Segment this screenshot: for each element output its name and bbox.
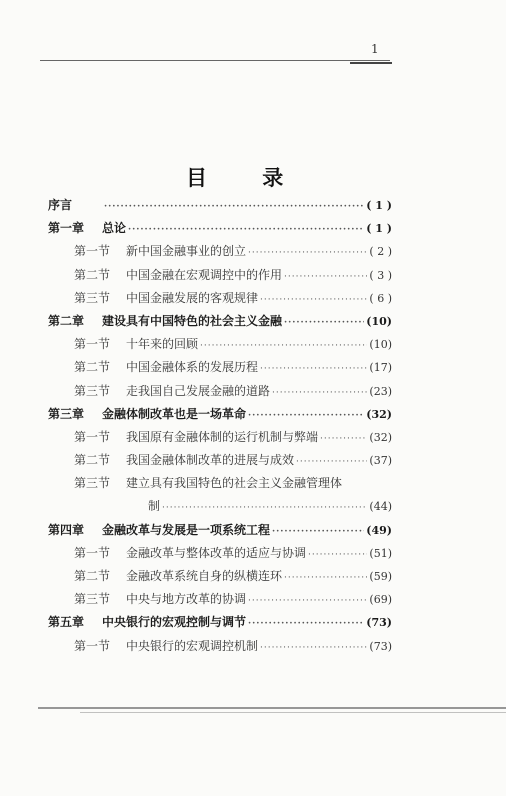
toc-entry-number: 第三节	[74, 592, 111, 607]
toc-entry-title: 建设具有中国特色的社会主义金融	[102, 313, 283, 328]
toc-page-number: (44)	[369, 500, 392, 514]
toc-section-entry	[48, 356, 392, 379]
toc-section-entry	[48, 333, 392, 356]
toc-entry-title: 中国金融发展的客观规律	[126, 290, 259, 305]
toc-entry-number: 第二节	[74, 360, 111, 375]
toc-entry-title: 中国金融体系的发展历程	[126, 360, 259, 375]
toc-leader-dots	[284, 312, 364, 335]
toc-entry-title: 总论	[102, 221, 127, 236]
toc-leader-dots	[260, 358, 367, 381]
toc-chapter-entry	[48, 194, 392, 217]
toc-entry-number: 第一节	[74, 337, 111, 352]
toc-entry-title: 走我国自己发展金融的道路	[126, 383, 271, 398]
toc-entry-title: 我国金融体制改革的进展与成效	[126, 453, 295, 468]
toc-chapter-entry	[48, 310, 392, 333]
toc-leader-dots	[284, 567, 367, 590]
toc-leader-dots	[248, 613, 364, 636]
toc-leader-dots	[248, 242, 367, 265]
toc-section-entry	[48, 426, 392, 449]
toc-page-number: (37)	[369, 454, 392, 468]
toc-section-entry	[48, 264, 392, 287]
toc-entry-number: 第一节	[74, 429, 111, 444]
toc-leader-dots	[320, 428, 367, 451]
toc-page-number: (59)	[369, 570, 392, 583]
toc-entry-number: 第一节	[74, 545, 111, 560]
toc-entry-title: 中央银行的宏观控制与调节	[102, 615, 247, 630]
toc-entry-title: 中央与地方改革的协调	[126, 592, 247, 607]
toc-section-entry	[48, 635, 392, 658]
toc-page-number: ( 3 )	[369, 268, 392, 282]
toc-chapter-entry	[48, 519, 392, 542]
footer-rule	[38, 707, 506, 709]
toc-entry-title: 我国原有金融体制的运行机制与弊端	[126, 429, 319, 444]
toc-leader-dots	[162, 497, 367, 520]
toc-entry-number: 第二章	[48, 313, 85, 328]
toc-leader-dots	[128, 219, 364, 242]
toc-page-number: (10)	[366, 314, 392, 328]
toc-entry-title: 金融改革系统自身的纵横连环	[126, 569, 283, 583]
toc-page-number: ( 2 )	[369, 245, 392, 259]
toc-leader-dots	[296, 451, 367, 474]
toc-section-entry	[48, 565, 392, 588]
toc-entry-number: 第二节	[74, 267, 111, 282]
toc-entry-title: 制	[148, 499, 161, 514]
toc-entry-title: 金融体制改革也是一场革命	[102, 406, 247, 421]
toc-leader-dots	[248, 590, 367, 613]
toc-entry-title: 金融改革与发展是一项系统工程	[102, 522, 271, 537]
header-rule	[40, 60, 390, 61]
toc-page-number: (69)	[369, 593, 392, 607]
toc-leader-dots	[272, 521, 364, 544]
toc-entry-number: 第三节	[74, 290, 111, 305]
toc-chapter-entry	[48, 217, 392, 240]
toc-section-entry	[48, 542, 392, 565]
page-title: 目 录	[186, 165, 308, 190]
toc-entry-number: 第四章	[48, 522, 85, 537]
toc-section-entry	[48, 380, 392, 403]
toc-entry-number: 序言	[48, 198, 73, 212]
header-rule-accent	[350, 62, 392, 64]
toc-section-entry	[48, 240, 392, 263]
toc-leader-dots	[200, 335, 367, 358]
toc-page-number: ( 6 )	[369, 291, 392, 305]
toc-page-number: (73)	[369, 639, 392, 653]
toc-leader-dots	[248, 405, 364, 428]
toc-entry-number: 第二节	[74, 569, 111, 583]
toc-page-number: ( 1 )	[366, 199, 392, 212]
toc-leader-dots	[272, 382, 367, 405]
toc-page-number: (51)	[369, 546, 392, 560]
toc-chapter-entry	[48, 611, 392, 634]
toc-page-number: (49)	[366, 523, 392, 537]
toc-entry-number: 第一章	[48, 221, 85, 236]
toc-section-entry	[48, 495, 392, 518]
toc-entry-number: 第三章	[48, 406, 85, 421]
toc-page-number: ( 1 )	[366, 222, 392, 236]
toc-chapter-entry	[48, 403, 392, 426]
toc-entry-number: 第一节	[74, 244, 111, 259]
toc-entry-title: 金融改革与整体改革的适应与协调	[126, 545, 307, 560]
toc-page-number: (73)	[366, 616, 392, 630]
toc-entry-number: 第三节	[74, 383, 111, 398]
toc-entry-title: 十年来的回顾	[126, 337, 199, 352]
toc-section-entry	[48, 449, 392, 472]
toc-entry-title: 新中国金融事业的创立	[126, 244, 247, 259]
toc-entry-title: 中央银行的宏观调控机制	[126, 638, 259, 653]
toc-entry-title: 中国金融在宏观调控中的作用	[126, 267, 283, 282]
toc-page-number: (23)	[369, 384, 392, 398]
toc-entry-number: 第一节	[74, 638, 111, 653]
toc-entry-number: 第二节	[74, 453, 111, 468]
toc-page-number: (17)	[369, 361, 392, 375]
toc-leader-dots	[308, 544, 367, 567]
toc-page-number: (32)	[369, 430, 392, 444]
toc-section-entry	[48, 588, 392, 611]
toc-leader-dots	[260, 289, 367, 312]
toc-section-entry	[48, 287, 392, 310]
table-of-contents	[48, 194, 392, 658]
toc-page-number: (10)	[369, 338, 392, 352]
toc-page-number: (32)	[366, 407, 392, 421]
toc-leader-dots	[284, 266, 367, 289]
page-number: 1	[371, 42, 379, 56]
footer-rule-secondary	[80, 712, 506, 713]
toc-entry-number: 第五章	[48, 615, 85, 630]
toc-leader-dots	[260, 637, 367, 660]
toc-section-entry	[48, 472, 392, 495]
toc-entry-title: 建立具有我国特色的社会主义金融管理体	[126, 476, 343, 491]
toc-entry-number: 第三节	[74, 476, 111, 491]
toc-leader-dots	[104, 196, 364, 219]
